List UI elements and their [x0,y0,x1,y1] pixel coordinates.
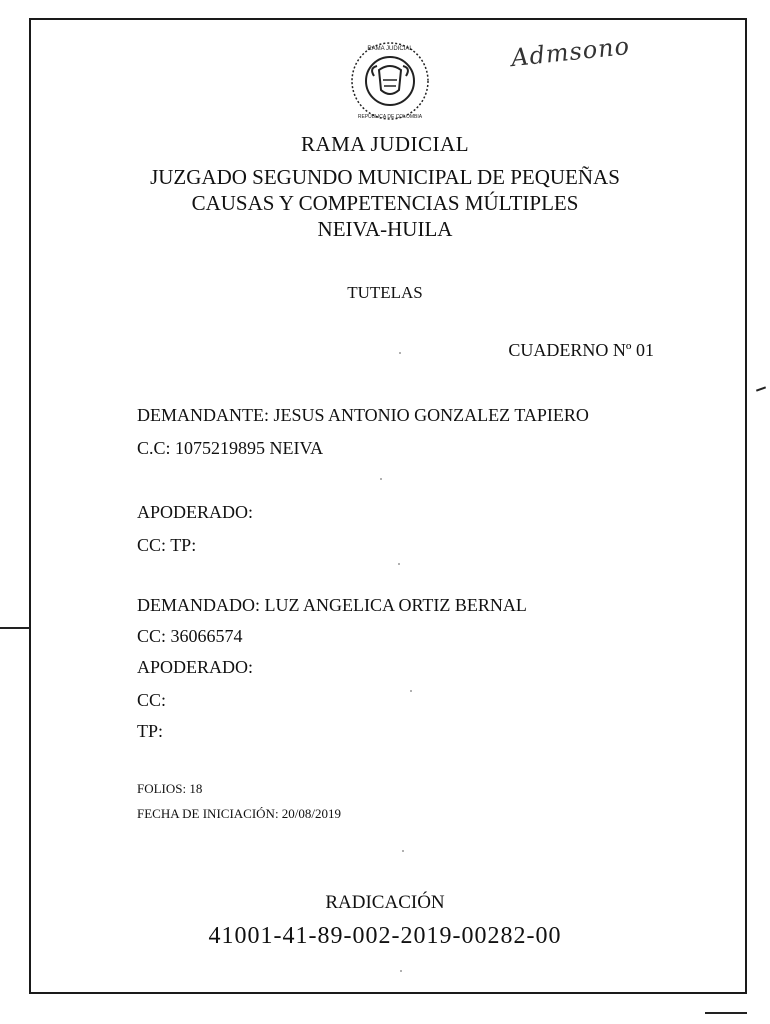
scan-mark-left [0,627,30,629]
demandado-apoderado-cc: CC: [137,690,167,710]
demandado-apoderado-tp: TP: [137,721,164,741]
scan-speck [380,478,382,480]
cuaderno-number: CUADERNO Nº 01 [508,340,654,360]
fecha-iniciacion: FECHA DE INICIACIÓN: 20/08/2019 [137,806,342,821]
demandante-line: DEMANDANTE: JESUS ANTONIO GONZALEZ TAPIERO [137,405,589,425]
apoderado-label: APODERADO: [137,502,254,522]
folios: FOLIOS: 18 [137,781,203,796]
scan-speck [400,970,402,972]
scan-mark-bottom [705,1012,747,1014]
handwritten-note: Admsono [509,31,632,73]
court-line-3: NEIVA-HUILA [317,217,453,241]
radicacion-number: 41001-41-89-002-2019-00282-00 [208,923,562,949]
section-title: TUTELAS [347,283,423,302]
court-line-1: JUZGADO SEGUNDO MUNICIPAL DE PEQUEÑAS [150,165,620,189]
branch-title: RAMA JUDICIAL [300,132,470,156]
court-line-2: CAUSAS Y COMPETENCIAS MÚLTIPLES [191,191,579,215]
apoderado-cc-tp: CC: TP: [137,535,197,555]
demandado-line: DEMANDADO: LUZ ANGELICA ORTIZ BERNAL [137,595,527,615]
scan-speck [410,690,412,692]
scan-speck [402,850,404,852]
scan-mark-right [756,386,766,391]
radicacion-label: RADICACIÓN [325,892,445,913]
demandante-cc: C.C: 1075219895 NEIVA [137,438,324,458]
coat-of-arms-seal [349,40,431,122]
court-name [0,164,770,242]
scan-speck [398,563,400,565]
scan-speck [399,352,401,354]
demandado-apoderado: APODERADO: [137,657,254,677]
svg-text:RAMA JUDICIAL: RAMA JUDICIAL [367,46,413,52]
demandado-cc: CC: 36066574 [137,626,243,646]
svg-text:REPUBLICA DE COLOMBIA: REPUBLICA DE COLOMBIA [357,114,423,120]
